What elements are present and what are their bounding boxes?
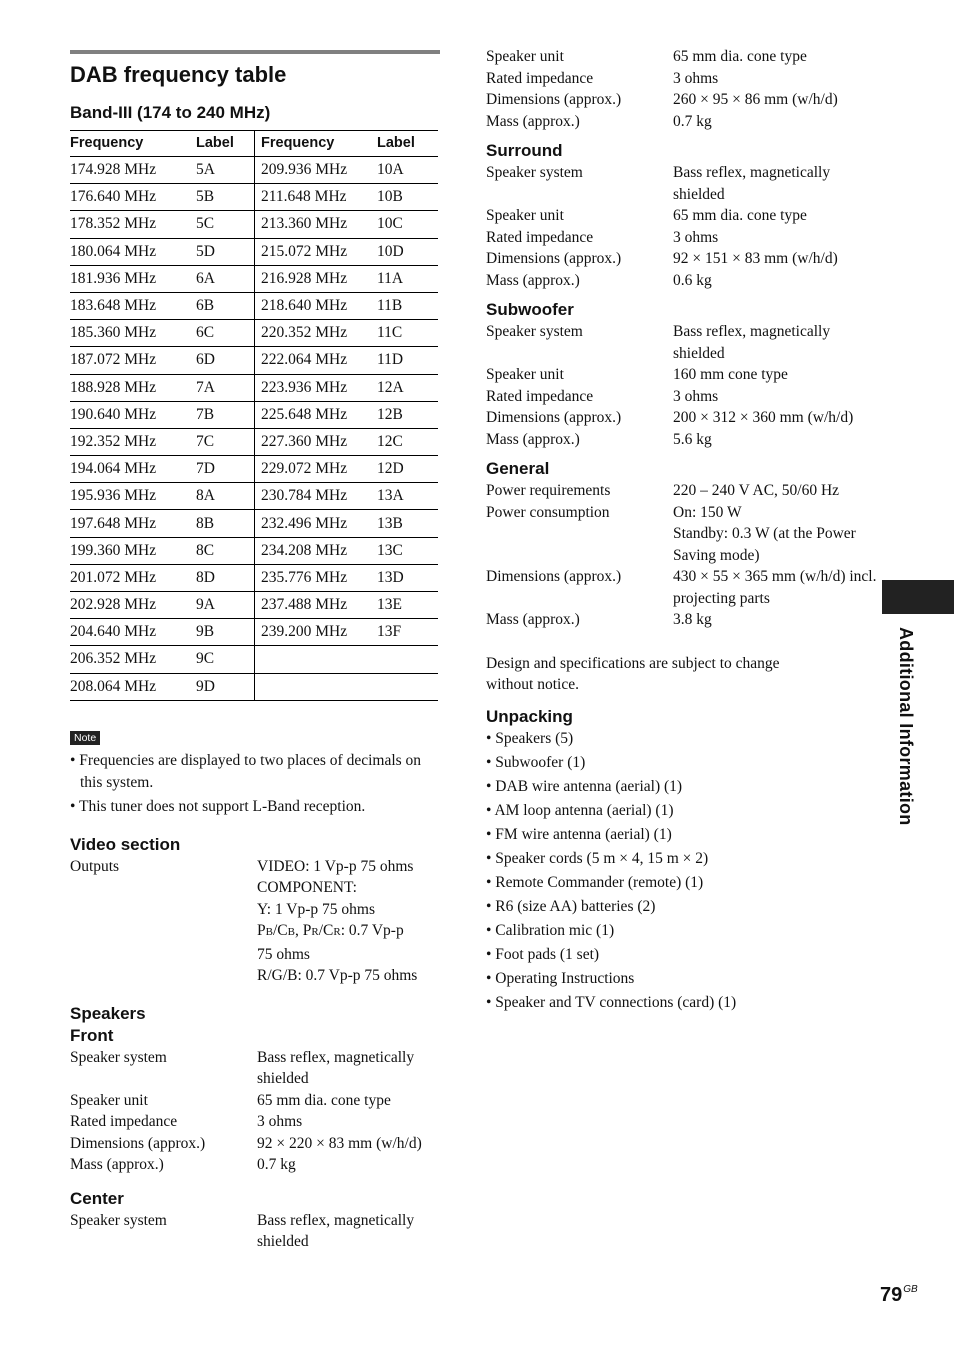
table-row	[70, 428, 438, 455]
list-item: • Remote Commander (remote) (1)	[486, 873, 704, 891]
cell-label: 7D	[196, 456, 255, 483]
spec-value: Bass reflex, magnetically shielded	[257, 1211, 415, 1251]
table-row	[70, 265, 438, 292]
spec-value: 430 × 55 × 365 mm (w/h/d) incl. projecting parts	[673, 568, 877, 607]
spec-value: 0.7 kg	[257, 1156, 296, 1174]
spec-value: 5.6 kg	[673, 430, 712, 448]
band-heading: Band-III (174 to 240 MHz)	[70, 103, 271, 122]
cell-label: 13C	[377, 537, 438, 564]
spec-row	[70, 1111, 440, 1133]
cell-frequency	[255, 673, 378, 700]
video-line-pbpr	[257, 920, 440, 944]
spec-value: 3 ohms	[257, 1113, 303, 1131]
table-header-row	[70, 131, 438, 157]
cell-label: 10D	[377, 238, 438, 265]
table-row	[70, 401, 438, 428]
table-row	[70, 184, 438, 211]
video-line: R/G/B: 0.7 Vp-p 75 ohms	[257, 967, 418, 985]
note-badge: Note	[70, 731, 100, 745]
spec-row	[486, 270, 881, 292]
spec-key: Mass (approx.)	[486, 611, 580, 628]
cell-frequency: 220.352 MHz	[255, 320, 378, 347]
list-item: • Speaker and TV connections (card) (1)	[486, 993, 737, 1011]
spec-row	[486, 227, 881, 249]
page-number-value: 79	[880, 1284, 903, 1306]
spec-value: 0.6 kg	[673, 271, 712, 289]
spec-key	[486, 523, 673, 566]
spec-key: Speaker system	[486, 164, 583, 181]
spec-row	[486, 480, 881, 502]
spec-row	[486, 407, 881, 429]
table-row	[70, 320, 438, 347]
spec-value: 220 – 240 V AC, 50/60 Hz	[673, 482, 840, 499]
table-row	[70, 537, 438, 564]
spec-value: 3.8 kg	[673, 611, 712, 628]
spec-key: Speaker system	[486, 323, 583, 340]
cell-label: 13D	[377, 564, 438, 591]
cb-subscript: B	[287, 926, 295, 939]
spec-key: Outputs	[70, 857, 120, 875]
table-body	[70, 157, 438, 701]
cell-label: 7B	[196, 401, 255, 428]
page-title: DAB frequency table	[70, 62, 287, 87]
pr-subscript: R	[311, 926, 319, 939]
spec-key: Dimensions (approx.)	[486, 91, 622, 108]
cell-frequency: 204.640 MHz	[70, 619, 196, 646]
spec-value: 0.7 kg	[673, 112, 712, 130]
spec-value: 3 ohms	[673, 387, 719, 405]
cell-label: 12C	[377, 428, 438, 455]
spec-row	[70, 1047, 440, 1090]
spec-row	[486, 364, 881, 386]
spec-row	[70, 1210, 440, 1253]
cell-label: 10A	[377, 157, 438, 184]
spec-value: 92 × 220 × 83 mm (w/h/d)	[257, 1134, 422, 1152]
cell-label: 8A	[196, 483, 255, 510]
spec-key: Speaker unit	[486, 48, 564, 65]
spec-row	[486, 609, 881, 631]
video-line: 75 ohms	[257, 945, 310, 963]
cell-frequency: 234.208 MHz	[255, 537, 378, 564]
cell-frequency: 181.936 MHz	[70, 265, 196, 292]
list-item: • AM loop antenna (aerial) (1)	[486, 801, 674, 819]
cell-label: 13E	[377, 592, 438, 619]
spec-value: 3 ohms	[673, 228, 719, 246]
table-row	[70, 564, 438, 591]
cb-letter: /C	[272, 922, 288, 940]
cell-label: 5A	[196, 157, 255, 184]
note-item: • This tuner does not support L-Band reception.	[70, 797, 366, 815]
general-heading: General	[486, 459, 550, 478]
cell-frequency: 183.648 MHz	[70, 292, 196, 319]
spec-value: On: 150 W	[673, 503, 742, 521]
cell-frequency: 180.064 MHz	[70, 238, 196, 265]
video-line: COMPONENT:	[257, 879, 357, 897]
cell-label: 10C	[377, 211, 438, 238]
section-tab-marker	[882, 580, 954, 614]
spec-value: 65 mm dia. cone type	[673, 207, 807, 224]
video-line: VIDEO: 1 Vp-p 75 ohms	[257, 857, 414, 875]
cell-frequency: 235.776 MHz	[255, 564, 378, 591]
list-item: • Subwoofer (1)	[486, 753, 586, 771]
spec-value: 3 ohms	[673, 69, 719, 87]
cell-label: 12D	[377, 456, 438, 483]
table-row	[70, 157, 438, 184]
table-row	[70, 374, 438, 401]
table-row	[70, 592, 438, 619]
cell-label: 12B	[377, 401, 438, 428]
page-number-suffix: GB	[903, 1284, 918, 1295]
spec-row	[486, 321, 881, 364]
table-row	[70, 510, 438, 537]
spec-key: Dimensions (approx.)	[486, 409, 622, 426]
spec-key: Rated impedance	[486, 228, 594, 246]
list-item: • Foot pads (1 set)	[486, 945, 600, 963]
spec-row	[486, 162, 881, 205]
spec-key: Mass (approx.)	[486, 271, 580, 289]
cell-label: 11C	[377, 320, 438, 347]
spec-key: Speaker system	[70, 1211, 167, 1229]
table-row	[70, 456, 438, 483]
center-heading: Center	[70, 1188, 124, 1208]
surround-heading: Surround	[486, 141, 563, 160]
cell-label: 5D	[196, 238, 255, 265]
spec-value: 92 × 151 × 83 mm (w/h/d)	[673, 250, 838, 267]
spec-row	[70, 1090, 440, 1112]
note-list	[70, 750, 440, 818]
spec-value: 200 × 312 × 360 mm (w/h/d)	[673, 409, 854, 426]
cell-frequency: 216.928 MHz	[255, 265, 378, 292]
spec-key: Mass (approx.)	[70, 1156, 164, 1174]
cell-label: 7A	[196, 374, 255, 401]
spec-key: Power consumption	[486, 503, 610, 521]
cell-frequency: 194.064 MHz	[70, 456, 196, 483]
spec-key: Power requirements	[486, 482, 611, 499]
cell-label: 11D	[377, 347, 438, 374]
video-section-heading: Video section	[70, 834, 181, 854]
cell-frequency: 197.648 MHz	[70, 510, 196, 537]
table-row	[70, 483, 438, 510]
cell-frequency: 188.928 MHz	[70, 374, 196, 401]
spec-row	[70, 1154, 440, 1176]
cell-frequency: 192.352 MHz	[70, 428, 196, 455]
spec-value: 65 mm dia. cone type	[257, 1091, 391, 1109]
cell-frequency: 232.496 MHz	[255, 510, 378, 537]
spec-row	[70, 1133, 440, 1155]
cell-label: 9B	[196, 619, 255, 646]
video-line: Y: 1 Vp-p 75 ohms	[257, 900, 375, 918]
cell-frequency: 176.640 MHz	[70, 184, 196, 211]
cell-label: 5B	[196, 184, 255, 211]
cell-label: 8B	[196, 510, 255, 537]
spec-key: Speaker system	[70, 1048, 167, 1066]
cr-subscript: R	[333, 926, 341, 939]
list-item: • R6 (size AA) batteries (2)	[486, 897, 656, 915]
cell-label	[377, 646, 438, 673]
cell-frequency: 199.360 MHz	[70, 537, 196, 564]
cell-frequency: 223.936 MHz	[255, 374, 378, 401]
cell-frequency: 187.072 MHz	[70, 347, 196, 374]
spec-value: 160 mm cone type	[673, 366, 788, 383]
title-rule	[70, 50, 440, 54]
cell-frequency: 239.200 MHz	[255, 619, 378, 646]
cell-label: 7C	[196, 428, 255, 455]
cell-label: 8C	[196, 537, 255, 564]
cell-frequency: 174.928 MHz	[70, 157, 196, 184]
spec-row	[486, 502, 881, 524]
list-item: • Speakers (5)	[486, 729, 574, 747]
header-frequency-1: Frequency	[70, 131, 196, 157]
cell-frequency: 230.784 MHz	[255, 483, 378, 510]
header-label-2: Label	[377, 131, 438, 157]
cell-frequency: 222.064 MHz	[255, 347, 378, 374]
pb-letter: P	[257, 922, 266, 940]
header-label-1: Label	[196, 131, 255, 157]
cell-frequency: 201.072 MHz	[70, 564, 196, 591]
spec-key: Rated impedance	[486, 69, 594, 87]
cell-frequency: 208.064 MHz	[70, 673, 196, 700]
cell-frequency: 195.936 MHz	[70, 483, 196, 510]
cell-label: 10B	[377, 184, 438, 211]
spec-row	[486, 205, 881, 227]
spec-key: Speaker unit	[486, 366, 564, 383]
spec-value: Bass reflex, magnetically shielded	[257, 1048, 415, 1088]
cell-label: 5C	[196, 211, 255, 238]
pr-letter: , P	[294, 922, 312, 940]
pbpr-value: : 0.7 Vp-p	[340, 922, 404, 940]
spec-row	[486, 386, 881, 408]
list-item: • Calibration mic (1)	[486, 921, 615, 939]
dab-frequency-table	[70, 130, 438, 701]
spec-row	[486, 566, 881, 609]
cell-label: 13F	[377, 619, 438, 646]
spec-value	[257, 856, 440, 987]
spec-row	[486, 68, 881, 90]
cell-label: 6A	[196, 265, 255, 292]
table-row	[70, 347, 438, 374]
spec-key: Rated impedance	[70, 1113, 178, 1131]
cell-frequency: 227.360 MHz	[255, 428, 378, 455]
cell-frequency: 202.928 MHz	[70, 592, 196, 619]
table-row	[70, 292, 438, 319]
list-item: • Operating Instructions	[486, 969, 635, 987]
spec-value: Bass reflex, magnetically shielded	[673, 164, 831, 203]
cell-label: 8D	[196, 564, 255, 591]
speakers-heading: Speakers	[70, 1003, 146, 1023]
cell-label: 9D	[196, 673, 255, 700]
cell-frequency: 206.352 MHz	[70, 646, 196, 673]
table-row	[70, 673, 438, 700]
spec-row	[486, 248, 881, 270]
table-row	[70, 238, 438, 265]
cell-frequency: 229.072 MHz	[255, 456, 378, 483]
spec-value: 65 mm dia. cone type	[673, 48, 807, 65]
cell-frequency: 225.648 MHz	[255, 401, 378, 428]
spec-row	[486, 429, 881, 451]
spec-row	[486, 523, 881, 566]
spec-key: Dimensions (approx.)	[486, 250, 622, 267]
right-column	[486, 46, 881, 1016]
cell-frequency: 190.640 MHz	[70, 401, 196, 428]
list-item: • Speaker cords (5 m × 4, 15 m × 2)	[486, 849, 709, 867]
cell-label	[377, 673, 438, 700]
table-row	[70, 211, 438, 238]
table-row	[70, 646, 438, 673]
spec-key: Speaker unit	[70, 1091, 148, 1109]
cell-frequency: 218.640 MHz	[255, 292, 378, 319]
spec-key: Dimensions (approx.)	[70, 1134, 206, 1152]
cell-label: 12A	[377, 374, 438, 401]
cell-label: 6B	[196, 292, 255, 319]
cell-label: 13A	[377, 483, 438, 510]
cell-label: 6D	[196, 347, 255, 374]
header-frequency-2: Frequency	[255, 131, 378, 157]
unpacking-list	[486, 728, 881, 1014]
cell-frequency: 237.488 MHz	[255, 592, 378, 619]
section-side-label: Additional Information	[896, 627, 916, 826]
cell-frequency: 178.352 MHz	[70, 211, 196, 238]
spec-value: Bass reflex, magnetically shielded	[673, 323, 831, 362]
spec-value: Standby: 0.3 W (at the Power Saving mode)	[673, 525, 856, 564]
list-item: • DAB wire antenna (aerial) (1)	[486, 777, 683, 795]
specifications-notice: Design and specifications are subject to change without notice.	[486, 654, 780, 693]
cell-frequency: 209.936 MHz	[255, 157, 378, 184]
unpacking-heading: Unpacking	[486, 706, 573, 726]
cell-frequency: 211.648 MHz	[255, 184, 378, 211]
spec-row	[486, 46, 881, 68]
spec-key: Dimensions (approx.)	[486, 568, 622, 585]
spec-key: Mass (approx.)	[486, 112, 580, 130]
cell-frequency: 185.360 MHz	[70, 320, 196, 347]
list-item: • FM wire antenna (aerial) (1)	[486, 825, 672, 843]
cell-label: 13B	[377, 510, 438, 537]
spec-row	[486, 89, 881, 111]
subwoofer-heading: Subwoofer	[486, 300, 574, 319]
cell-label: 6C	[196, 320, 255, 347]
cell-frequency: 215.072 MHz	[255, 238, 378, 265]
cell-label: 9C	[196, 646, 255, 673]
cell-frequency	[255, 646, 378, 673]
spec-value: 260 × 95 × 86 mm (w/h/d)	[673, 91, 838, 108]
note-item: • Frequencies are displayed to two places of decimals on this system.	[70, 751, 422, 791]
cell-label: 11A	[377, 265, 438, 292]
cell-label: 9A	[196, 592, 255, 619]
cr-letter: /C	[318, 922, 334, 940]
cell-label: 11B	[377, 292, 438, 319]
pb-subscript: B	[265, 926, 273, 939]
left-column	[70, 50, 440, 1253]
table-row	[70, 619, 438, 646]
page-number	[880, 1284, 918, 1307]
video-outputs-spec	[70, 856, 440, 987]
cell-frequency: 213.360 MHz	[255, 211, 378, 238]
front-heading: Front	[70, 1025, 114, 1045]
spec-key: Mass (approx.)	[486, 430, 580, 448]
spec-key: Speaker unit	[486, 207, 564, 224]
spec-row	[486, 111, 881, 133]
spec-key: Rated impedance	[486, 387, 594, 405]
